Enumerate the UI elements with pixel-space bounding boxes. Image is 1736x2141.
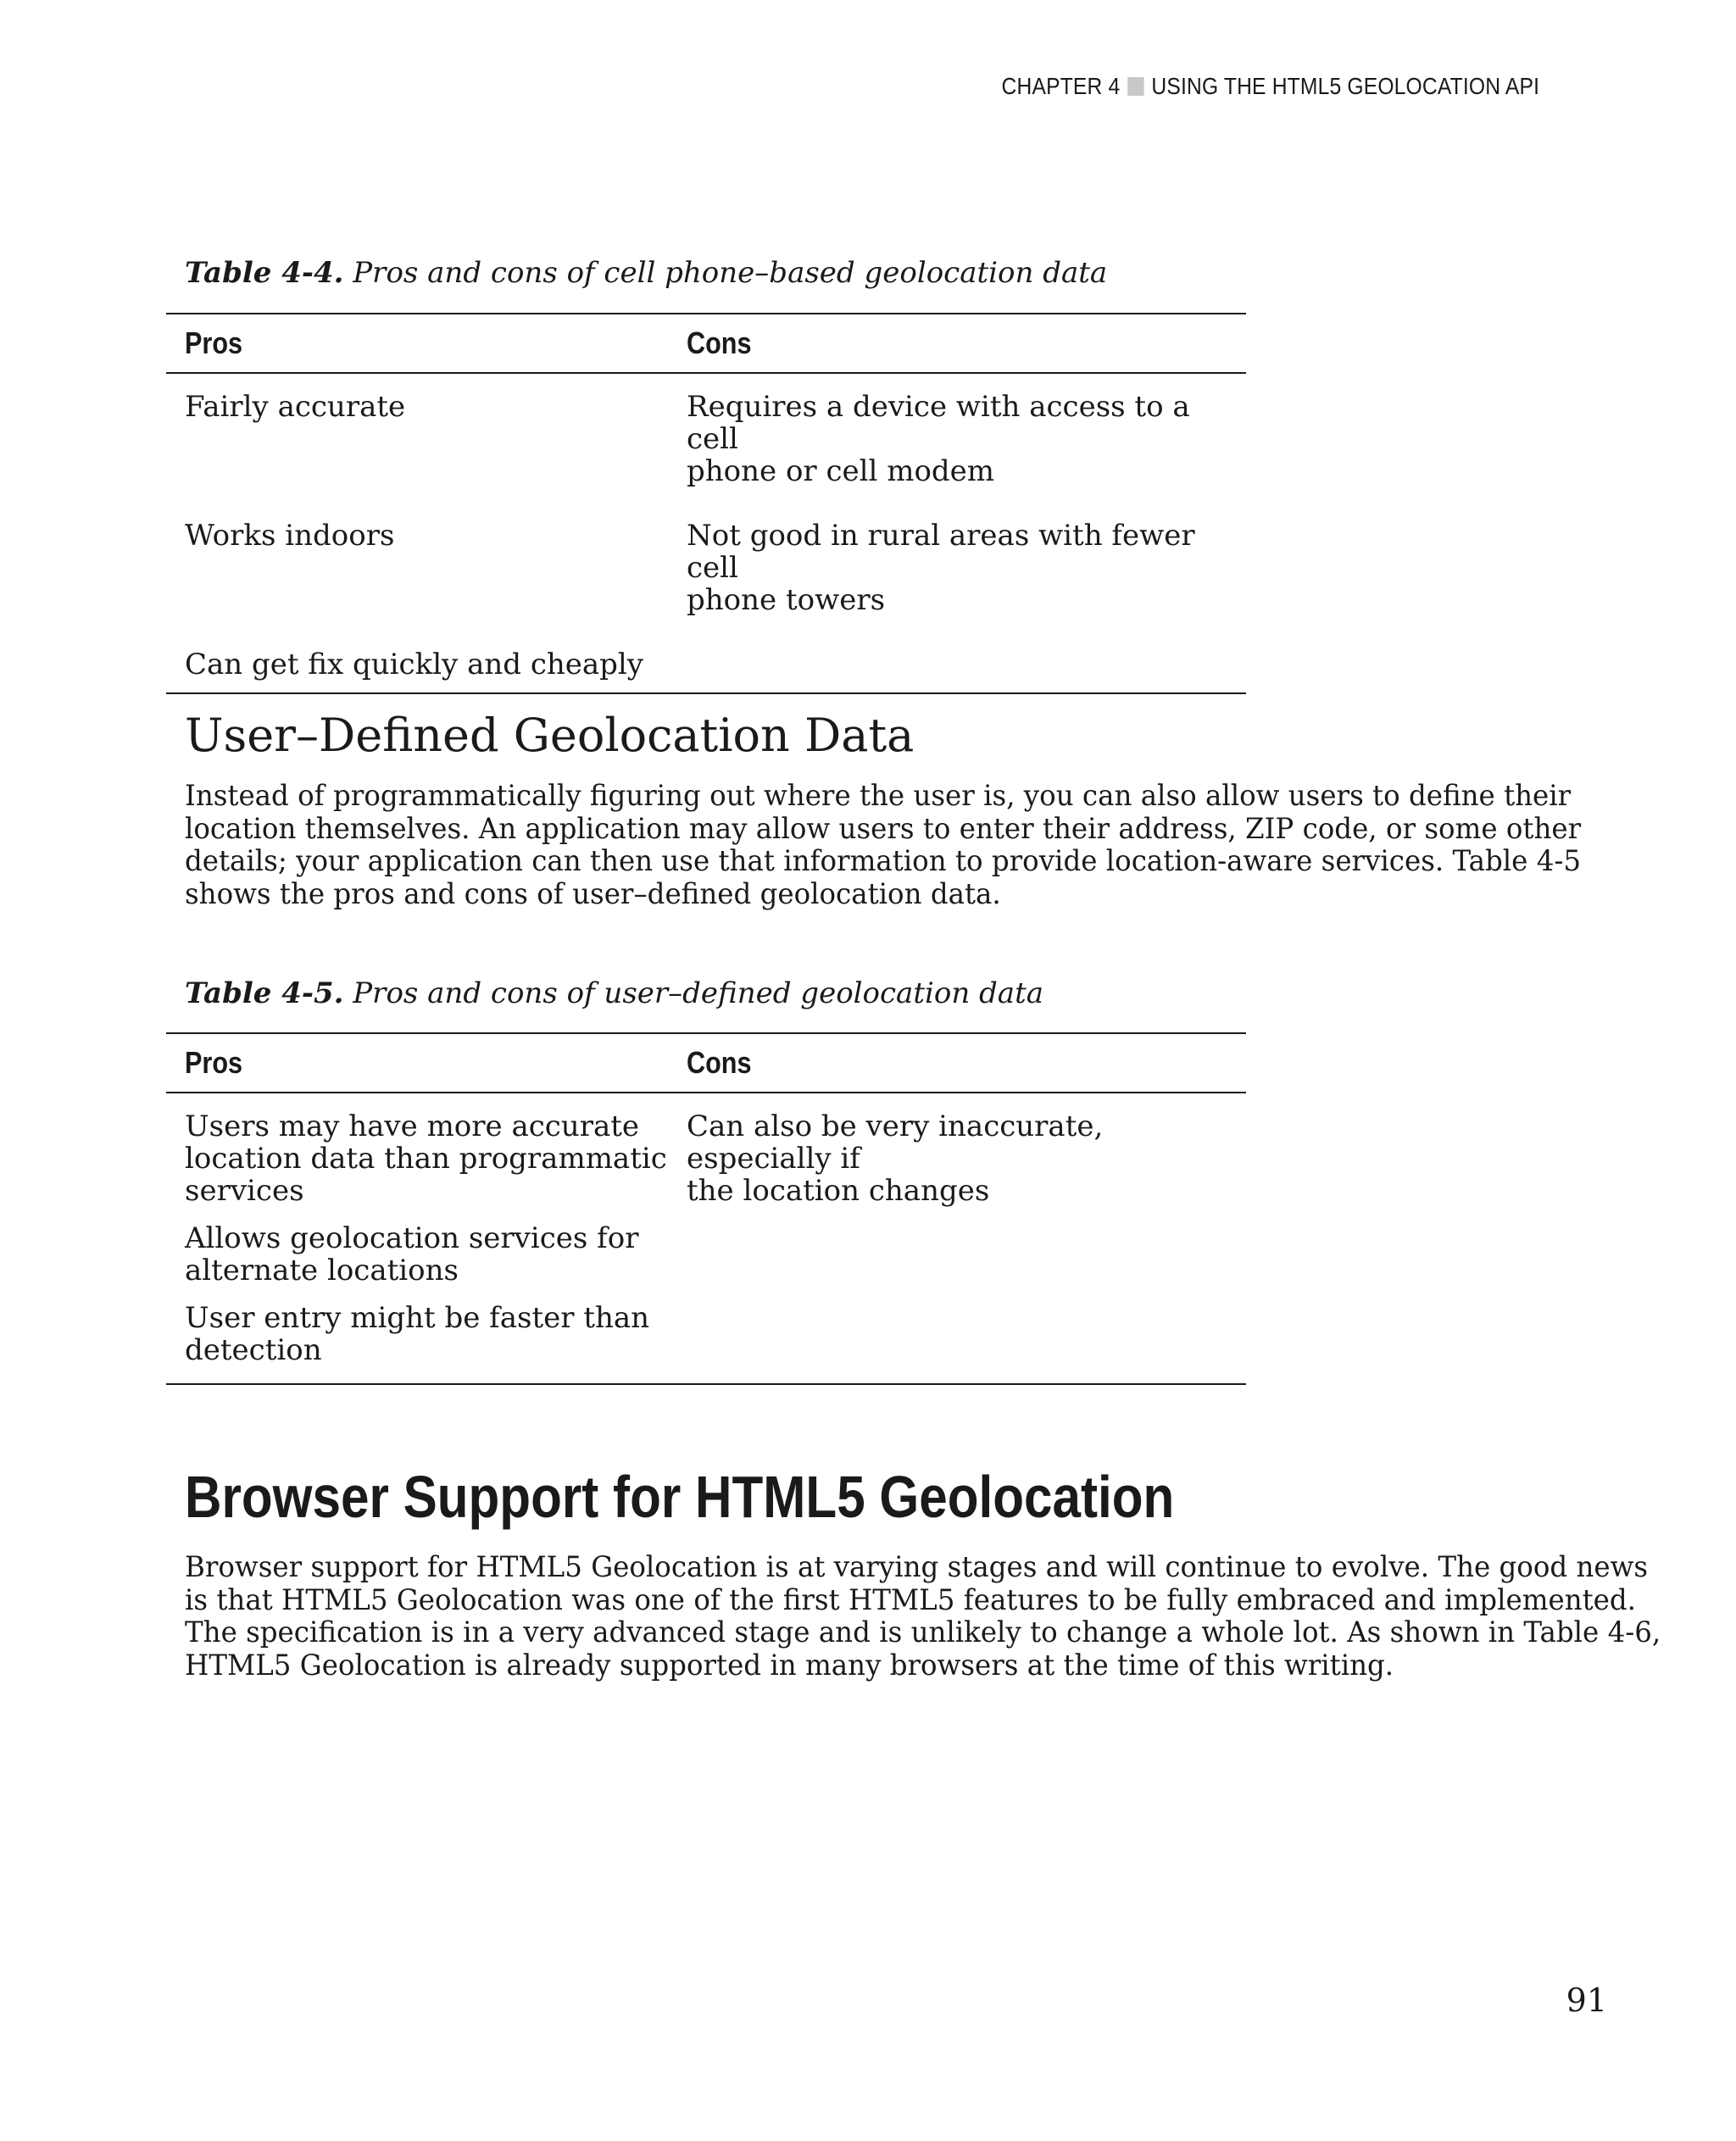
table-row: [166, 1222, 1246, 1287]
table-body: [166, 1093, 1246, 1383]
table-4-5-caption-text: Pros and cons of user–defined geolocation data: [343, 976, 1043, 1010]
running-head: [1001, 73, 1539, 100]
table-4-5-caption: [185, 976, 1043, 1010]
pro-cell: Fairly accurate: [185, 390, 406, 424]
table-row: [166, 520, 1246, 616]
column-header-pros: Pros: [185, 325, 243, 360]
chapter-label: CHAPTER 4: [1001, 73, 1121, 99]
column-header-cons: Cons: [687, 1045, 752, 1080]
con-cell: [687, 1222, 1246, 1287]
pro-cell: Users may have more accurate location data than programmatic services: [185, 1109, 667, 1208]
page-number: 91: [1566, 1982, 1607, 2019]
table-row: [166, 391, 1246, 487]
pro-cell: Allows geolocation services for alternate locations: [185, 1221, 639, 1287]
table-row: [166, 648, 1246, 681]
con-cell: [687, 648, 1246, 681]
con-cell: Can also be very inaccurate, especially if the location changes: [687, 1109, 1104, 1208]
section-heading-browser-support: Browser Support for HTML5 Geolocation: [185, 1464, 1175, 1530]
con-cell: Requires a device with access to a cell phone or cell modem: [687, 390, 1190, 488]
paragraph-user-defined: Instead of programmatically figuring out where the user is, you can also allow users to define their location themselves. An application may allow users to enter their address, ZIP code, or some other details; your application can then use that information to provide location-aware services. Table 4-5 shows the pros and cons of user–defined geolocation data.: [185, 779, 1582, 911]
table-header-row: [166, 1034, 1246, 1093]
section-heading-user-defined: User–Defined Geolocation Data: [185, 709, 915, 762]
table-row: [166, 1302, 1246, 1366]
table-4-4: [166, 313, 1246, 694]
table-4-5-label: Table 4-5.: [185, 976, 344, 1010]
separator-square-icon: [1127, 77, 1143, 96]
con-cell: Not good in rural areas with fewer cell phone towers: [687, 519, 1195, 617]
paragraph-browser-support: Browser support for HTML5 Geolocation is at varying stages and will continue to evolve. The good news is that HTML5 Geolocation was one of the first HTML5 features to be fully embraced and implemented. The specification is in a very advanced stage and is unlikely to change a whole lot. As shown in Table 4-6, HTML5 Geolocation is already supported in many browsers at the time of this writing.: [185, 1550, 1661, 1682]
chapter-title: USING THE HTML5 GEOLOCATION API: [1151, 73, 1539, 99]
pro-cell: Can get fix quickly and cheaply: [185, 648, 643, 681]
table-4-4-caption: [185, 256, 1107, 290]
con-cell: [687, 1302, 1246, 1366]
column-header-cons: Cons: [687, 325, 752, 360]
pro-cell: Works indoors: [185, 519, 395, 553]
table-header-row: [166, 314, 1246, 374]
table-row: [166, 1110, 1246, 1207]
column-header-pros: Pros: [185, 1045, 243, 1080]
pro-cell: User entry might be faster than detection: [185, 1301, 650, 1367]
table-4-4-label: Table 4-4.: [185, 256, 344, 290]
table-4-5: [166, 1032, 1246, 1385]
table-4-4-caption-text: Pros and cons of cell phone–based geolocation data: [343, 256, 1108, 290]
table-body: [166, 374, 1246, 692]
